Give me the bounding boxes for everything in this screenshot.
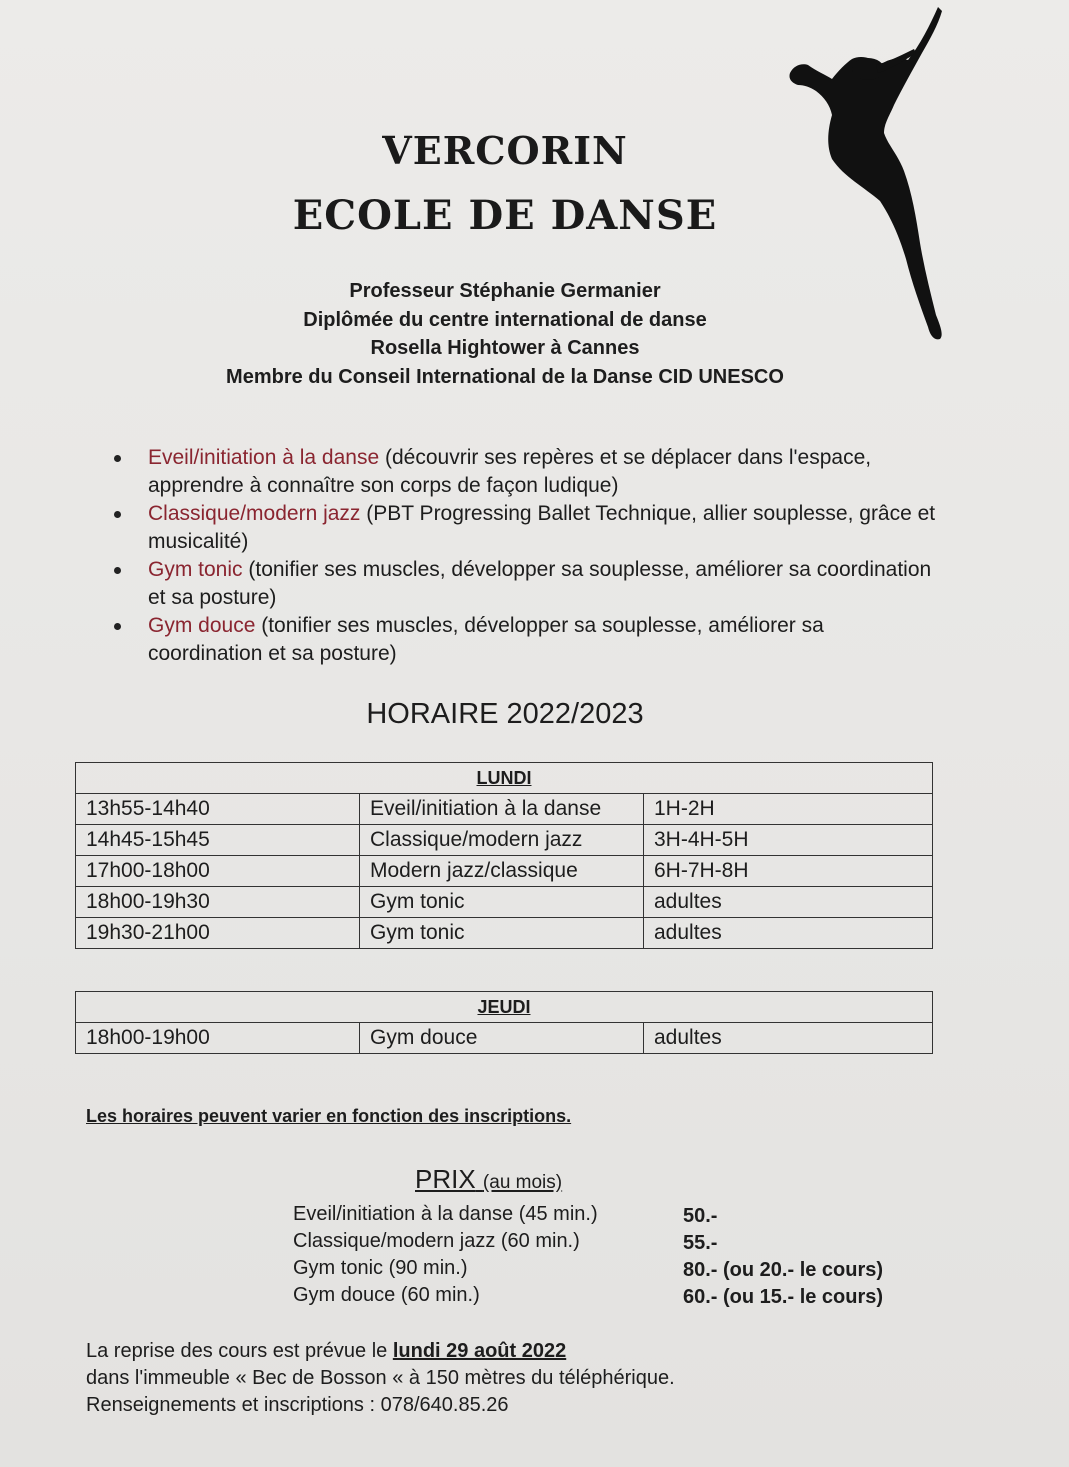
table-row [76,825,933,856]
reprise-prefix: La reprise des cours est prévue le [86,1340,393,1362]
course-description: (découvrir ses repères et se déplacer dans l'espace, apprendre à connaître son corps de façon ludique) [148,446,872,497]
table-row [76,856,933,887]
price-amount: 50.- [683,1205,718,1227]
price-amount: 55.- [683,1232,718,1254]
course-item [110,612,940,667]
contact-line: Renseignements et inscriptions : 078/640.85.26 [86,1394,509,1416]
group-cell: adultes [644,1023,933,1054]
prices-title [415,1164,562,1195]
schedule-table-jeudi [75,991,933,1054]
schedule-table-lundi [75,762,933,949]
page-title-vercorin: VERCORIN [382,128,628,173]
reprise-date: lundi 29 août 2022 [392,1340,567,1362]
course-cell: Gym tonic [360,918,644,949]
price-amount: 60.- (ou 15.- le cours) [683,1286,884,1308]
page-title-school: ECOLE DE DANSE [292,192,718,239]
group-cell: adultes [644,918,933,949]
course-cell: Eveil/initiation à la danse [360,794,644,825]
course-description: (tonifier ses muscles, développer sa souplesse, améliorer sa coordination et sa posture) [148,614,824,665]
group-cell: 1H-2H [644,794,933,825]
credit-line: Membre du Conseil International de la Danse CID UNESCO [226,365,784,388]
location-line: dans l'immeuble « Bec de Bosson « à 150 mètres du téléphérique. [86,1367,675,1389]
price-label: Eveil/initiation à la danse (45 min.) [293,1203,598,1225]
course-cell: Classique/modern jazz [360,825,644,856]
course-name: Gym douce [148,614,256,637]
schedule-title: HORAIRE 2022/2023 [366,698,644,730]
table-row [76,918,933,949]
price-row [293,1230,943,1257]
table-row [76,887,933,918]
price-row [293,1284,943,1311]
price-row [293,1257,943,1284]
course-cell: Modern jazz/classique [360,856,644,887]
schedule-note: Les horaires peuvent varier en fonction des inscriptions. [86,1106,572,1126]
prices-title-text: PRIX [415,1164,476,1194]
table-header-row [76,763,933,794]
course-description: (PBT Progressing Ballet Technique, allier souplesse, grâce et musicalité) [148,502,936,553]
footer-info [86,1338,675,1419]
time-cell: 19h30-21h00 [76,918,360,949]
credit-line: Rosella Hightower à Cannes [370,337,640,359]
price-label: Gym tonic (90 min.) [293,1257,468,1279]
group-cell: adultes [644,887,933,918]
reprise-line [86,1338,675,1365]
price-list [293,1203,943,1311]
prices-subtitle: (au mois) [482,1172,563,1193]
table-row [76,1023,933,1054]
group-cell: 6H-7H-8H [644,856,933,887]
course-item [110,444,940,499]
time-cell: 17h00-18h00 [76,856,360,887]
course-item [110,556,940,611]
time-cell: 18h00-19h30 [76,887,360,918]
price-amount: 80.- (ou 20.- le cours) [683,1259,884,1281]
course-name: Gym tonic [148,558,243,581]
credit-line: Professeur Stéphanie Germanier [349,280,661,302]
day-header: JEUDI [76,992,933,1023]
price-row [293,1203,943,1230]
course-description: (tonifier ses muscles, développer sa souplesse, améliorer sa coordination et sa posture) [148,558,932,609]
price-label: Classique/modern jazz (60 min.) [293,1230,580,1252]
price-label: Gym douce (60 min.) [293,1284,480,1306]
table-row [76,794,933,825]
table-header-row [76,992,933,1023]
day-header: LUNDI [76,763,933,794]
course-list [110,444,940,668]
course-cell: Gym douce [360,1023,644,1054]
credit-line: Diplômée du centre international de danse [303,308,707,331]
time-cell: 14h45-15h45 [76,825,360,856]
course-cell: Gym tonic [360,887,644,918]
time-cell: 13h55-14h40 [76,794,360,825]
course-name: Eveil/initiation à la danse [148,446,380,469]
time-cell: 18h00-19h00 [76,1023,360,1054]
course-name: Classique/modern jazz [148,502,361,525]
group-cell: 3H-4H-5H [644,825,933,856]
course-item [110,500,940,555]
teacher-credits [0,277,1010,391]
